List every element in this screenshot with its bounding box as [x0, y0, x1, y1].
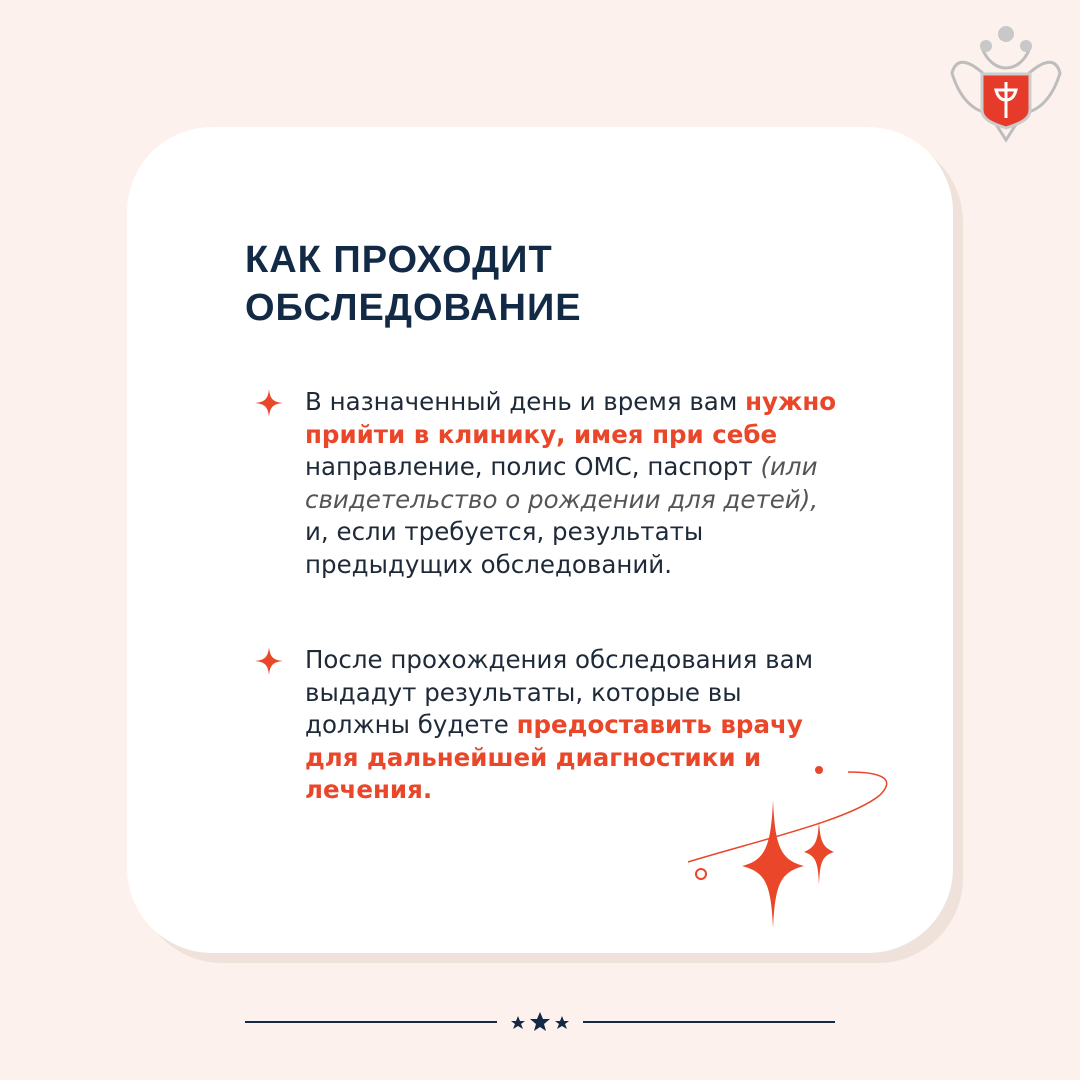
bullet-highlight: предоставить врачу для дальнейшей диагностики и лечения. [305, 710, 803, 804]
title-line-2: ОБСЛЕДОВАНИЕ [245, 287, 582, 329]
divider-three-stars-icon [245, 1012, 835, 1032]
list-item [305, 386, 845, 581]
bullet-italic-note: (или свидетельство о рождении для детей), [305, 452, 819, 514]
bullet-highlight: нужно прийти в клинику, имея при себе [305, 387, 837, 449]
bullet-text: направление, полис ОМС, паспорт [305, 452, 761, 481]
title-line-1: КАК ПРОХОДИТ [245, 239, 553, 281]
bullet-text: После прохождения обследования вам выдадут результаты, которые вы должны будете [305, 645, 814, 739]
page-title [245, 236, 582, 332]
bullet-text: и, если требуется, результаты предыдущих обследований. [305, 517, 704, 579]
bullet-text: В назначенный день и время вам [305, 387, 746, 416]
four-point-star-icon [255, 389, 283, 417]
sparkles-decoration-icon [680, 750, 960, 950]
ministry-of-health-emblem-icon [948, 18, 1064, 144]
four-point-star-icon [255, 647, 283, 675]
